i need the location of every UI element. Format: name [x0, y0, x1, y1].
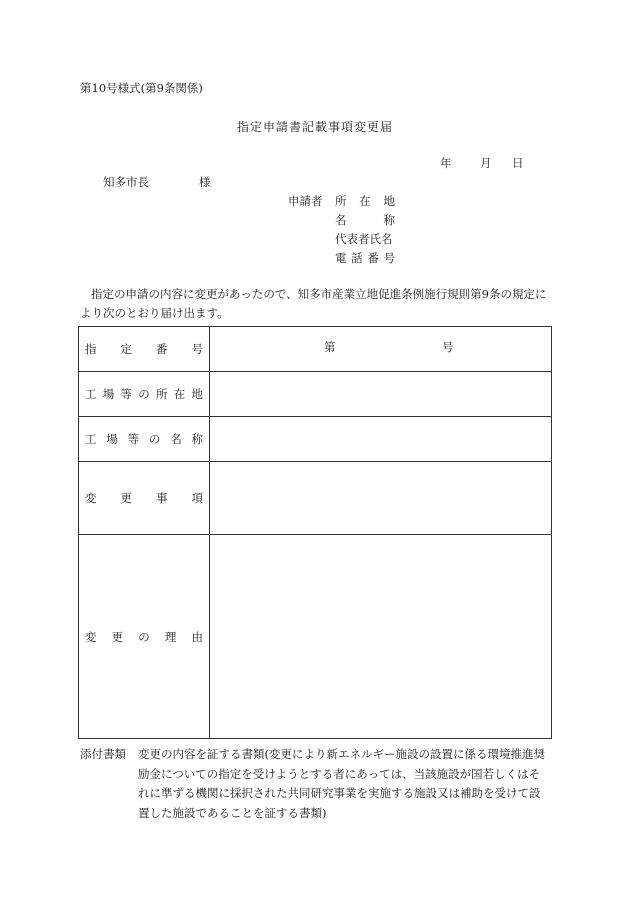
- table-row-change-reason: [79, 535, 552, 739]
- factory-location-value-cell[interactable]: [210, 372, 552, 417]
- addressee-name: 知多市長: [103, 175, 149, 189]
- table-label-cell: [79, 327, 210, 372]
- phone-char: 電: [335, 251, 347, 265]
- applicant-row-address: [288, 193, 395, 212]
- label-char: 更: [120, 491, 132, 505]
- label-char: 場: [106, 432, 118, 446]
- factory-name-value-cell[interactable]: [210, 417, 552, 462]
- label-char: 号: [191, 342, 203, 356]
- attachment-note: [80, 745, 550, 823]
- label-char: 変: [85, 629, 97, 644]
- phone-char: 話: [351, 251, 363, 265]
- statement-text: 指定の申請の内容に変更があったので、知多市産業立地促進条例施行規則第9条の規定により次のとおり届け出ます。: [80, 287, 547, 320]
- table-label-cell: [79, 462, 210, 535]
- label-char: 理: [164, 629, 177, 644]
- attachment-text: 変更の内容を証する書類(変更により新エネルギー施設の設置に係る環境推進奨励金についての指定を受けようとする者にあっては、当該施設が国若しくはそれに準ずる機関に採択された共同研究事業を実施する施設又は補助を受けて設置した施設であることを証する書類): [138, 747, 545, 820]
- label-char: の: [138, 387, 150, 401]
- label-char: 称: [191, 432, 203, 446]
- applicant-row-representative: [288, 231, 395, 250]
- address-char: 所: [335, 194, 347, 208]
- date-month-label: 月: [480, 156, 492, 170]
- table-label-cell: [79, 417, 210, 462]
- label-char: 番: [156, 342, 168, 356]
- table-row-factory-name: [79, 417, 552, 462]
- addressee: [103, 174, 211, 190]
- address-char: 地: [383, 194, 395, 208]
- applicant-label: 申請者: [288, 194, 323, 208]
- label-char: 地: [191, 387, 203, 401]
- label-char: の: [148, 432, 161, 446]
- label-char: 等: [120, 387, 132, 401]
- label-char: 定: [120, 342, 132, 356]
- change-items-value-cell[interactable]: [210, 462, 552, 535]
- applicant-row-phone: [288, 250, 395, 269]
- label-char: 等: [127, 432, 140, 446]
- table-label-cell: [79, 372, 210, 417]
- change-reason-value-cell[interactable]: [210, 535, 552, 739]
- label-char: 所: [156, 387, 168, 401]
- label-char: 場: [102, 387, 115, 401]
- table-row-designation-number: [79, 327, 552, 372]
- label-char: 事: [156, 491, 168, 505]
- phone-char: 号: [383, 251, 395, 265]
- table-row-change-items: [79, 462, 552, 535]
- form-number: 第10号様式(第9条関係): [80, 81, 203, 95]
- number-prefix: 第: [324, 340, 336, 354]
- applicant-block: [288, 193, 395, 269]
- representative-label: 代表者氏名: [335, 232, 393, 246]
- label-char: 由: [191, 629, 203, 644]
- label-char: の: [138, 629, 150, 644]
- label-char: 指: [85, 342, 97, 356]
- label-char: 名: [170, 432, 182, 446]
- date-day-label: 日: [512, 156, 524, 170]
- date-year-label: 年: [440, 156, 452, 170]
- label-char: 更: [111, 629, 124, 644]
- name-char: 称: [383, 213, 395, 227]
- address-char: 在: [359, 194, 371, 208]
- name-char: 名: [335, 213, 347, 227]
- label-char: 工: [85, 387, 97, 401]
- details-table: [78, 326, 552, 739]
- number-suffix: 号: [442, 340, 454, 354]
- table-row-factory-location: [79, 372, 552, 417]
- label-char: 項: [191, 491, 203, 505]
- label-char: 変: [85, 491, 97, 505]
- designation-number-value-cell[interactable]: [210, 327, 552, 372]
- table-label-cell: [79, 535, 210, 739]
- phone-char: 番: [367, 251, 379, 265]
- addressee-honorific: 様: [199, 175, 211, 189]
- document-title: 指定申請書記載事項変更届: [236, 120, 393, 134]
- label-char: 工: [85, 432, 97, 446]
- attachment-heading: 添付書類: [80, 747, 126, 761]
- label-char: 在: [173, 387, 186, 401]
- applicant-row-name: [288, 212, 395, 231]
